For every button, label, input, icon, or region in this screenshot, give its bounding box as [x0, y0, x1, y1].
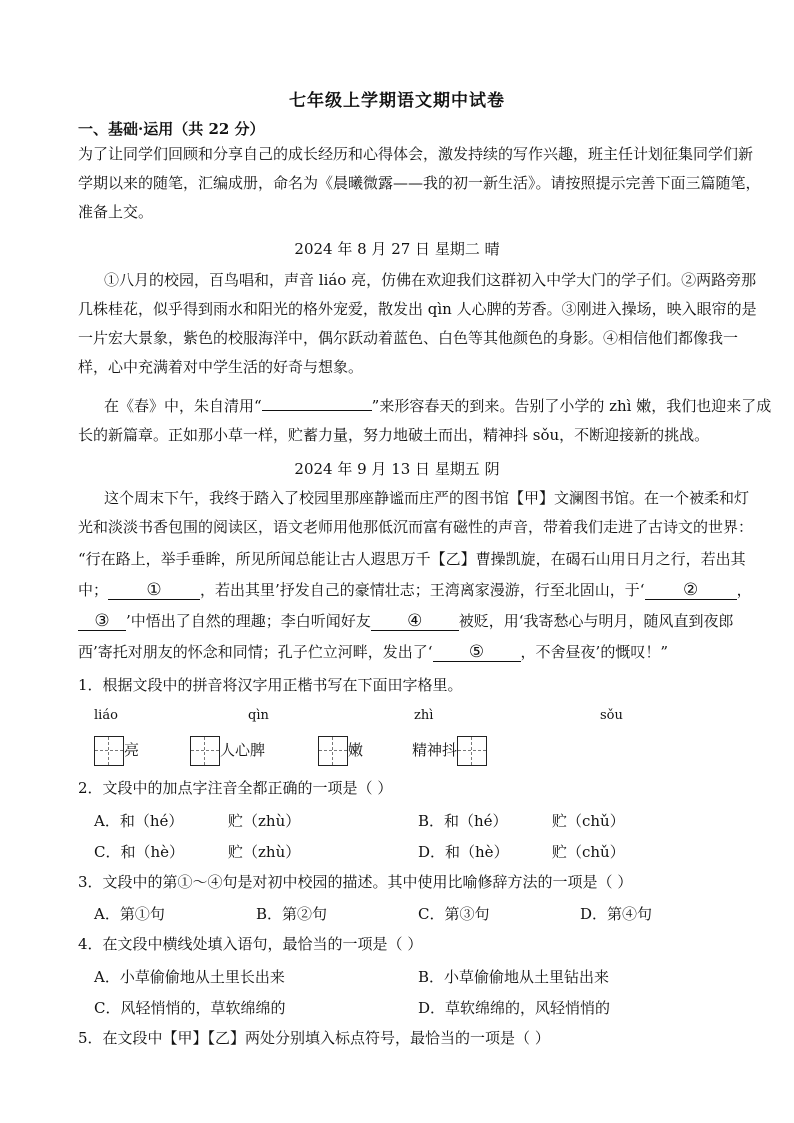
option-a[interactable]: A．和（hé） — [94, 812, 184, 830]
diary-date: 2024 年 9 月 13 日 星期五 阴 — [294, 460, 500, 478]
option-b-part2: 贮（chǔ） — [552, 812, 625, 830]
text-span: ’中悟出了自然的理趣；李白听闻好友 — [126, 612, 371, 630]
grid-suffix: 亮 — [124, 741, 140, 759]
option-b[interactable]: B．和（hé） — [418, 812, 508, 830]
pinyin-label: qìn — [248, 708, 269, 723]
answer-blank-1[interactable]: ① — [108, 581, 200, 600]
page-title: 七年级上学期语文期中试卷 — [289, 91, 505, 111]
paragraph-line: 样，心中充满着对中学生活的好奇与想象。 — [78, 358, 364, 376]
writing-grid-group — [190, 736, 265, 766]
option-c[interactable]: C．和（hè） — [94, 843, 185, 861]
question-4: 4．在文段中横线处填入语句，最恰当的一项是（ ） — [78, 935, 423, 953]
grid-suffix: 嫩 — [348, 741, 364, 759]
paragraph-line: 几株桂花，似乎得到雨水和阳光的格外宠爱，散发出 qìn 人心脾的芳香。③刚进入操场，映入眼帘的是 — [78, 300, 757, 318]
option-d-part2: 贮（chǔ） — [552, 843, 625, 861]
grid-prefix: 精神抖 — [412, 741, 458, 759]
text-span: 在《春》中，朱自清用“ — [104, 397, 262, 415]
paragraph-line — [78, 576, 752, 605]
question-1: 1．根据文段中的拼音将汉字用正楷书写在下面田字格里。 — [78, 676, 463, 694]
pinyin-label: liáo — [94, 708, 118, 723]
text-span: ，若出其里’抒发自己的豪情壮志；王湾离家漫游，行至北固山，于‘ — [200, 581, 645, 599]
option-d[interactable]: D．和（hè） — [418, 843, 509, 861]
option-a[interactable]: A．第①句 — [94, 905, 165, 923]
answer-blank-5[interactable]: ⑤ — [433, 643, 521, 662]
option-b[interactable]: B．第②句 — [256, 905, 328, 923]
paragraph-line: 这个周末下午，我终于踏入了校园里那座静谧而庄严的图书馆【甲】文澜图书馆。在一个被柔和灯 — [104, 489, 750, 507]
writing-grid-group — [412, 736, 487, 766]
writing-grid-cell[interactable] — [190, 736, 220, 766]
answer-blank-3[interactable]: ③ — [78, 612, 126, 631]
pinyin-label: sǒu — [600, 708, 623, 723]
writing-grid-group — [94, 736, 139, 766]
paragraph-line — [78, 607, 734, 636]
paragraph-line: 光和淡淡书香包围的阅读区，语文老师用他那低沉而富有磁性的声音，带着我们走进了古诗文的世界： — [78, 518, 754, 536]
text-span: 西’寄托对朋友的怀念和同情；孔子伫立河畔，发出了‘ — [78, 643, 433, 661]
paragraph-line: 长的新篇章。正如那小草一样，贮蓄力量，努力地破土而出，精神抖 sǒu，不断迎接新的挑战。 — [78, 426, 710, 444]
paragraph-line — [104, 392, 771, 421]
option-d[interactable]: D．草软绵绵的，风轻悄悄的 — [418, 999, 611, 1017]
writing-grid-group — [318, 736, 363, 766]
option-c[interactable]: C．第③句 — [418, 905, 490, 923]
paragraph-line — [78, 638, 668, 667]
paragraph-line: “行在路上，举手垂眸，所见所闻总能让古人遐思万千【乙】曹操凯旋，在碣石山用日月之行，若出其 — [78, 550, 746, 568]
text-span: ， — [736, 581, 752, 599]
text-span: ，不舍昼夜’的慨叹！” — [520, 643, 668, 661]
question-2: 2．文段中的加点字注音全都正确的一项是（ ） — [78, 779, 393, 797]
text-span: 中； — [78, 581, 109, 599]
intro-line: 学期以来的随笔，汇编成册，命名为《晨曦微露——我的初一新生活》。请按照提示完善下面三篇随笔， — [78, 174, 761, 192]
writing-grid-cell[interactable] — [94, 736, 124, 766]
paragraph-line: ①八月的校园，百鸟唱和，声音 liáo 亮，仿佛在欢迎我们这群初入中学大门的学子们。②两路旁那 — [104, 271, 757, 289]
diary-date: 2024 年 8 月 27 日 星期二 晴 — [294, 240, 500, 258]
section-heading: 一、基础·运用（共 22 分） — [78, 120, 265, 138]
question-5: 5．在文段中【甲】【乙】两处分别填入标点符号，最恰当的一项是（ ） — [78, 1029, 550, 1047]
question-3: 3．文段中的第①～④句是对初中校园的描述。其中使用比喻修辞方法的一项是（ ） — [78, 873, 633, 891]
writing-grid-cell[interactable] — [457, 736, 487, 766]
answer-blank-2[interactable]: ② — [645, 581, 737, 600]
text-span: ”来形容春天的到来。告别了小学的 zhì 嫩，我们也迎来了成 — [371, 397, 772, 415]
option-a-part2: 贮（zhù） — [228, 812, 301, 830]
answer-blank[interactable] — [262, 392, 372, 411]
option-c[interactable]: C．风轻悄悄的，草软绵绵的 — [94, 999, 286, 1017]
writing-grid-cell[interactable] — [318, 736, 348, 766]
intro-line: 准备上交。 — [78, 203, 154, 221]
answer-blank-4[interactable]: ④ — [371, 612, 459, 631]
grid-suffix: 人心脾 — [220, 741, 266, 759]
pinyin-label: zhì — [414, 708, 434, 723]
option-a[interactable]: A．小草偷偷地从土里长出来 — [94, 968, 285, 986]
option-c-part2: 贮（zhù） — [228, 843, 301, 861]
option-d[interactable]: D．第④句 — [580, 905, 653, 923]
option-b[interactable]: B．小草偷偷地从土里钻出来 — [418, 968, 610, 986]
intro-line: 为了让同学们回顾和分享自己的成长经历和心得体会，激发持续的写作兴趣，班主任计划征集同学们新 — [78, 145, 754, 163]
text-span: 被贬，用‘我寄愁心与明月，随风直到夜郎 — [458, 612, 734, 630]
paragraph-line: 一片宏大景象，紫色的校服海洋中，偶尔跃动着蓝色、白色等其他颜色的身影。④相信他们都像我一 — [78, 329, 739, 347]
